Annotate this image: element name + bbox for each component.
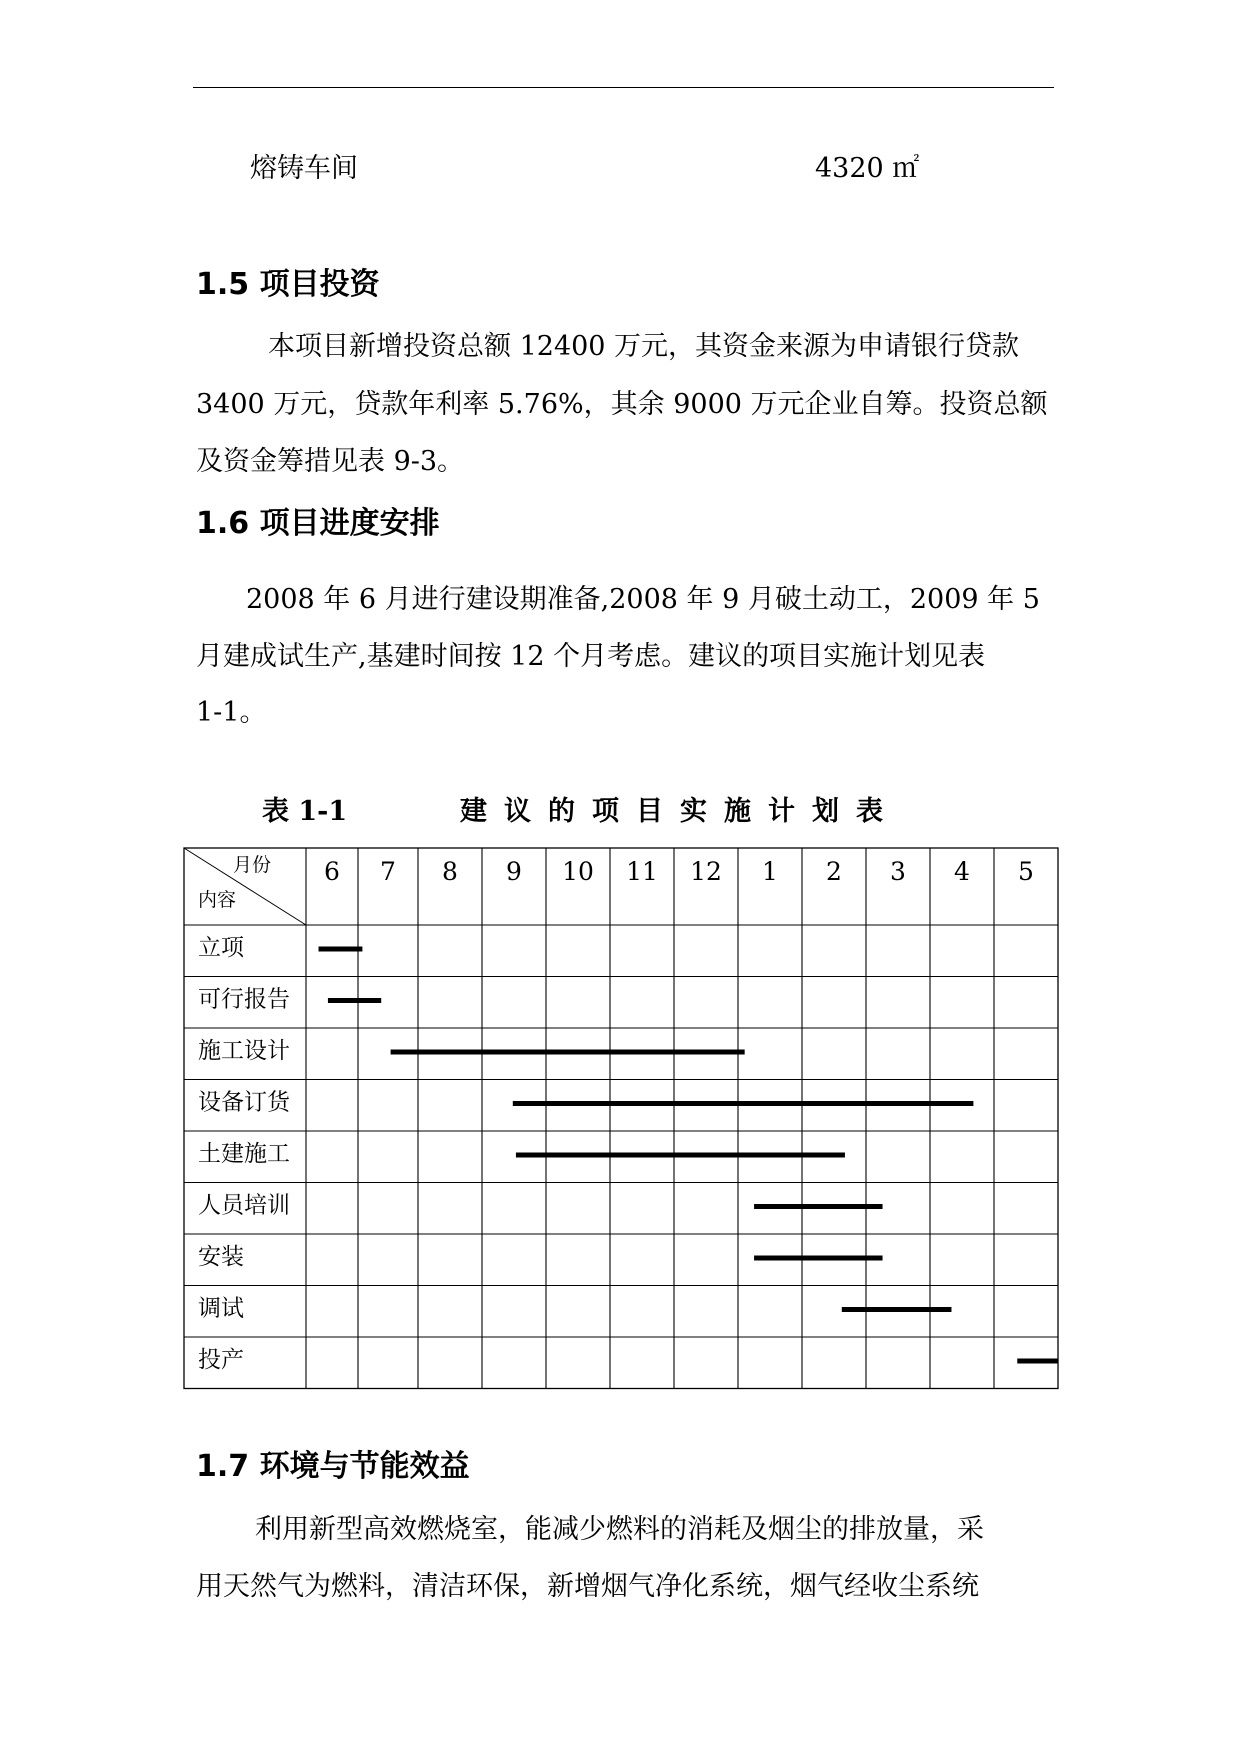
section-1-7-line-2: 用天然气为燃料，清洁环保，新增烟气净化系统，烟气经收尘系统 bbox=[196, 1571, 979, 1602]
month-header-12: 5 bbox=[1018, 857, 1034, 886]
month-header-2: 7 bbox=[380, 857, 396, 886]
section-1-5-line-1: 本项目新增投资总额 12400 万元，其资金来源为申请银行贷款 bbox=[268, 331, 1020, 362]
month-header-6: 11 bbox=[626, 857, 658, 886]
area-value: 4320 ㎡ bbox=[815, 153, 920, 184]
section-1-7-heading: 1.7 环境与节能效益 bbox=[196, 1449, 470, 1484]
section-1-6-line-1: 2008 年 6 月进行建设期准备,2008 年 9 月破土动工，2009 年 5 bbox=[246, 584, 1040, 615]
month-header-4: 9 bbox=[506, 857, 522, 886]
section-1-6-line-3: 1-1。 bbox=[196, 697, 267, 728]
table-label: 表 1-1 bbox=[262, 796, 348, 827]
task-label: 设备订货 bbox=[198, 1089, 290, 1116]
month-header-5: 10 bbox=[562, 857, 594, 886]
section-1-6-line-2: 月建成试生产,基建时间按 12 个月考虑。建议的项目实施计划见表 bbox=[196, 641, 986, 672]
header-month-label: 月份 bbox=[232, 854, 272, 876]
month-header-10: 3 bbox=[890, 857, 906, 886]
section-1-5-heading: 1.5 项目投资 bbox=[196, 267, 380, 302]
section-1-5-line-3: 及资金筹措见表 9-3。 bbox=[196, 446, 465, 477]
task-label: 调试 bbox=[198, 1295, 244, 1322]
task-label: 安装 bbox=[198, 1244, 244, 1270]
task-label: 投产 bbox=[198, 1347, 244, 1373]
section-1-5-line-2: 3400 万元，贷款年利率 5.76%，其余 9000 万元企业自筹。投资总额 bbox=[196, 389, 1048, 420]
month-header-3: 8 bbox=[442, 857, 458, 886]
table-title: 建议的项目实施计划表 bbox=[460, 796, 900, 827]
section-1-7-line-1: 利用新型高效燃烧室，能减少燃料的消耗及烟尘的排放量，采 bbox=[255, 1514, 984, 1545]
header-content-label: 内容 bbox=[198, 889, 237, 911]
task-label: 可行报告 bbox=[198, 986, 290, 1013]
task-label: 立项 bbox=[198, 935, 244, 961]
task-label: 土建施工 bbox=[198, 1141, 290, 1167]
month-header-7: 12 bbox=[690, 857, 722, 886]
task-label: 施工设计 bbox=[198, 1038, 290, 1064]
month-header-1: 6 bbox=[324, 857, 340, 886]
task-label: 人员培训 bbox=[198, 1192, 290, 1219]
area-label: 熔铸车间 bbox=[250, 153, 358, 184]
section-1-6-heading: 1.6 项目进度安排 bbox=[196, 506, 440, 541]
month-header-9: 2 bbox=[826, 857, 842, 886]
month-header-11: 4 bbox=[954, 857, 970, 886]
month-header-8: 1 bbox=[762, 857, 778, 886]
